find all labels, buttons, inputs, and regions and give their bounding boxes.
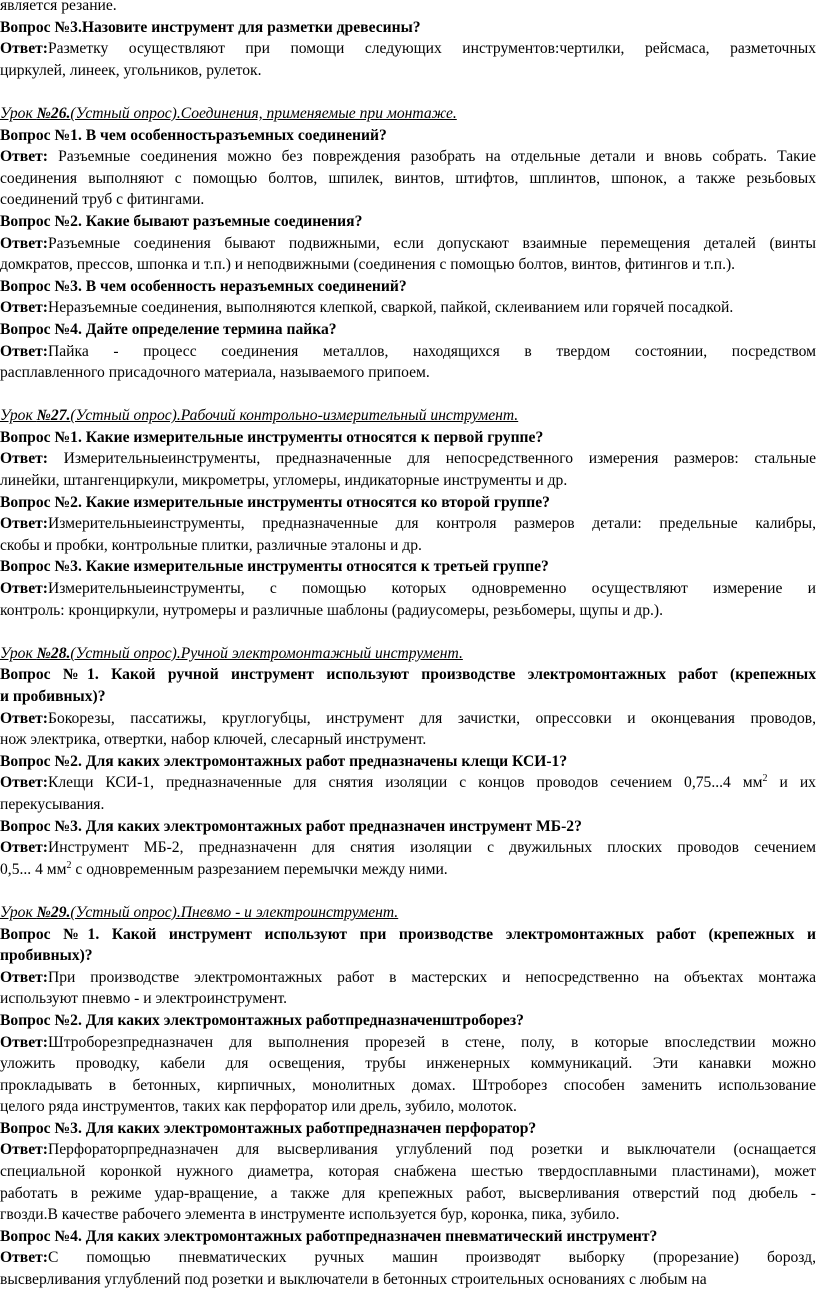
answer-line	[0, 1247, 816, 1269]
answer-text: нож электрика, отвертки, набор ключей, слесарный инструмент.	[0, 731, 427, 749]
lesson-title: (Устный опрос).Ручной электромонтажный инструмент.	[70, 644, 463, 662]
answer-label: Ответ:	[0, 1141, 48, 1159]
answer-line	[0, 1161, 816, 1183]
answer-line	[0, 60, 816, 82]
answer-line	[0, 470, 816, 492]
lesson-title: (Устный опрос).Соединения, применяемые при монтаже.	[70, 104, 457, 122]
answer-line	[0, 513, 816, 535]
superscript: 2	[66, 859, 72, 871]
answer-text: с одновременным разрезанием перемычки между ними.	[71, 860, 448, 878]
answer-label: Ответ:	[0, 342, 48, 360]
answer-label: Ответ:	[0, 709, 48, 727]
answer-text: Разметку осуществляют при помощи следующих инструментов:чертилки, рейсмаса, разметочных	[47, 40, 816, 58]
answer-text: уложить проводку, кабели для освещения, трубы инженерных коммуникаций. Эти канавки можно	[0, 1055, 816, 1073]
answer-text: используют пневмо - и электроинструмент.	[0, 990, 288, 1008]
answer-line	[0, 600, 816, 622]
answer-text: целого ряда инструментов, таких как перфоратор или дрель, зубило, молоток.	[0, 1098, 517, 1116]
document-content	[0, 17, 816, 1291]
lesson-number: №29.	[36, 903, 71, 921]
lesson-number: №28.	[36, 644, 71, 662]
question-line: Вопрос №2. Какие измерительные инструменты относятся ко второй группе?	[0, 493, 550, 511]
answer-text: соединения выполняют с помощью болтов, шпилек, винтов, штифтов, шплинтов, шпонок, а также резьбовых	[0, 169, 816, 187]
superscript: 2	[762, 773, 768, 785]
answer-text: Разъемные соединения бывают подвижными, если допускают взаимные перемещения деталей (винты	[47, 234, 816, 252]
lesson-heading	[0, 902, 816, 924]
question-line: пробивных)?	[0, 947, 93, 965]
answer-line	[0, 708, 816, 730]
answer-line	[0, 1075, 816, 1097]
lesson-prefix: Урок	[0, 407, 37, 425]
answer-line	[0, 146, 816, 168]
question-line: Вопрос №3.Назовите инструмент для разметки древесины?	[0, 18, 421, 36]
answer-line	[0, 988, 816, 1010]
answer-text: Штроборезпредназначен для выполнения прорезей в стене, полу, в которые впоследствии можно	[47, 1033, 816, 1051]
answer-line	[0, 1269, 816, 1291]
answer-text: линейки, штангенциркули, микрометры, угломеры, индикаторные инструменты и др.	[0, 472, 568, 490]
answer-text: Клещи КСИ-1, предназначенные для снятия изоляции с концов проводов сечением 0,75...4 мм	[47, 774, 763, 792]
answer-line	[0, 297, 816, 319]
answer-label: Ответ:	[0, 774, 48, 792]
answer-text: соединений труб с фитингами.	[0, 191, 205, 209]
answer-line	[0, 168, 816, 190]
answer-text: Измерительныеинструменты, предназначенные для контроля размеров детали: предельные калибры,	[47, 515, 816, 533]
answer-line	[0, 254, 816, 276]
answer-text: прокладывать в бетонных, кирпичных, монолитных домах. Штроборез способен заменить использование	[0, 1076, 816, 1094]
lesson-prefix: Урок	[0, 903, 37, 921]
answer-text: скобы и пробки, контрольные плитки, различные эталоны и др.	[0, 536, 422, 554]
lesson-prefix: Урок	[0, 644, 37, 662]
lesson-number: №27.	[36, 407, 71, 425]
answer-text: расплавленного присадочного материала, называемого припоем.	[0, 364, 430, 382]
question-line: Вопрос №1. В чем особенностьразъемных соединений?	[0, 126, 387, 144]
lesson-prefix: Урок	[0, 104, 37, 122]
answer-line	[0, 859, 816, 881]
answer-text: циркулей, линеек, угольников, рулеток.	[0, 61, 262, 79]
answer-line	[0, 1032, 816, 1054]
lesson-title: (Устный опрос).Рабочий контрольно-измерительный инструмент.	[70, 407, 519, 425]
answer-text: 0,5... 4 мм	[0, 860, 67, 878]
answer-line	[0, 1183, 816, 1205]
question-line: Вопрос №3. В чем особенность неразъемных соединений?	[0, 277, 407, 295]
answer-label: Ответ:	[0, 839, 48, 857]
blank-line	[0, 880, 816, 902]
answer-line: перекусывания.	[0, 795, 105, 813]
answer-text: контроль: кронциркули, нутромеры и различные шаблоны (радиусомеры, резьбомеры, щупы и др.).	[0, 601, 663, 619]
answer-label: Ответ:	[0, 450, 48, 468]
answer-text: Инструмент МБ-2, предназначенн для снятия изоляции с двужильных плоских проводов сечением	[47, 839, 816, 857]
answer-line	[0, 1096, 816, 1118]
answer-line	[0, 729, 816, 751]
answer-line	[0, 233, 816, 255]
answer-text: Неразъемные соединения, выполняются клепкой, сваркой, пайкой, склеиванием или горячей посадкой.	[47, 299, 734, 317]
question-line: Вопрос №2. Для каких электромонтажных работ предназначены клещи КСИ-1?	[0, 752, 568, 770]
continuation-line: является резание.	[0, 0, 117, 14]
question-line: Вопрос №4. Для каких электромонтажных работпредназначен пневматический инструмент?	[0, 1227, 658, 1245]
answer-label: Ответ:	[0, 580, 48, 598]
answer-line	[0, 362, 816, 384]
question-line: Вопрос №3. Для каких электромонтажных работпредназначен перфоратор?	[0, 1119, 537, 1137]
answer-line	[0, 772, 816, 794]
answer-text: домкратов, прессов, шпонка и т.п.) и неподвижными (соединения с помощью болтов, винтов, фитингов и т.п.).	[0, 256, 736, 274]
question-line: Вопрос №2. Для каких электромонтажных работпредназначенштроборез?	[0, 1011, 524, 1029]
answer-label: Ответ:	[0, 1033, 48, 1051]
answer-line	[0, 967, 816, 989]
answer-label: Ответ:	[0, 234, 48, 252]
answer-line	[0, 448, 816, 470]
answer-line	[0, 1139, 816, 1161]
lesson-title: (Устный опрос).Пневмо - и электроинструмент.	[70, 903, 399, 921]
answer-line	[0, 1053, 816, 1075]
answer-text: Измерительныеинструменты, предназначенные для непосредственного измерения размеров: стальные	[47, 450, 816, 468]
answer-line	[0, 38, 816, 60]
lesson-heading	[0, 103, 816, 125]
question-line: Вопрос №2. Какие бывают разъемные соединения?	[0, 212, 363, 230]
answer-text: Пайка - процесс соединения металлов, находящихся в твердом состоянии, посредством	[47, 342, 816, 360]
answer-text: При производстве электромонтажных работ в мастерских и непосредственно на объектах монтажа	[47, 968, 816, 986]
answer-text: Бокорезы, пассатижы, круглогубцы, инструмент для зачистки, опрессовки и оконцевания проводов,	[47, 709, 816, 727]
question-line: Вопрос №3. Какие измерительные инструменты относятся к третьей группе?	[0, 558, 549, 576]
blank-line	[0, 81, 816, 103]
question-line: и пробивных)?	[0, 688, 106, 705]
lesson-heading	[0, 643, 816, 665]
question-line: Вопрос №1. Какой ручной инструмент используют производстве электромонтажных работ (крепежных	[0, 666, 816, 684]
lesson-number: №26.	[36, 104, 71, 122]
answer-line	[0, 578, 816, 600]
question-line: Вопрос №3. Для каких электромонтажных работ предназначен инструмент МБ-2?	[0, 817, 582, 835]
answer-text: Разъемные соединения можно без повреждения разобрать на отдельные детали и вновь собрать. Такие	[47, 148, 816, 166]
answer-line	[0, 189, 816, 211]
answer-label: Ответ:	[0, 968, 48, 986]
answer-line	[0, 535, 816, 557]
answer-text: и их	[767, 774, 816, 792]
answer-label: Ответ:	[0, 40, 48, 58]
answer-label: Ответ:	[0, 299, 48, 317]
question-line: Вопрос №4. Дайте определение термина пайка?	[0, 320, 337, 338]
answer-text: Перфораторпредназначен для высверливания углублений под розетки и выключатели (оснащается	[47, 1141, 816, 1159]
answer-text: специальной коронкой нужного диаметра, которая снабжена шестью твердосплавными пластинами), может	[0, 1163, 816, 1181]
blank-line	[0, 384, 816, 406]
answer-text: гвозди.В качестве рабочего элемента в инструменте используется бур, коронка, пика, зубило.	[0, 1206, 620, 1224]
question-line: Вопрос №1. Какой инструмент используют при производстве электромонтажных работ (крепежных и	[0, 925, 816, 943]
answer-text: работать в режиме удар-вращение, а также для крепежных работ, высверливания отверстий под дюбель -	[0, 1184, 816, 1202]
answer-label: Ответ:	[0, 515, 48, 533]
answer-label: Ответ:	[0, 148, 48, 166]
answer-line	[0, 1204, 816, 1226]
answer-line	[0, 837, 816, 859]
answer-label: Ответ:	[0, 1249, 48, 1267]
answer-line	[0, 341, 816, 363]
blank-line	[0, 621, 816, 643]
lesson-heading	[0, 405, 816, 427]
answer-text: Измерительныеинструменты, с помощью которых одновременно осуществляют измерение и	[47, 580, 816, 598]
question-line: Вопрос №1. Какие измерительные инструменты относятся к первой группе?	[0, 428, 544, 446]
answer-text: С помощью пневматических ручных машин производят выборку (прорезание) борозд,	[47, 1249, 816, 1267]
answer-text: высверливания углублений под розетки и выключатели в бетонных строительных основаниях с любым на	[0, 1271, 707, 1289]
